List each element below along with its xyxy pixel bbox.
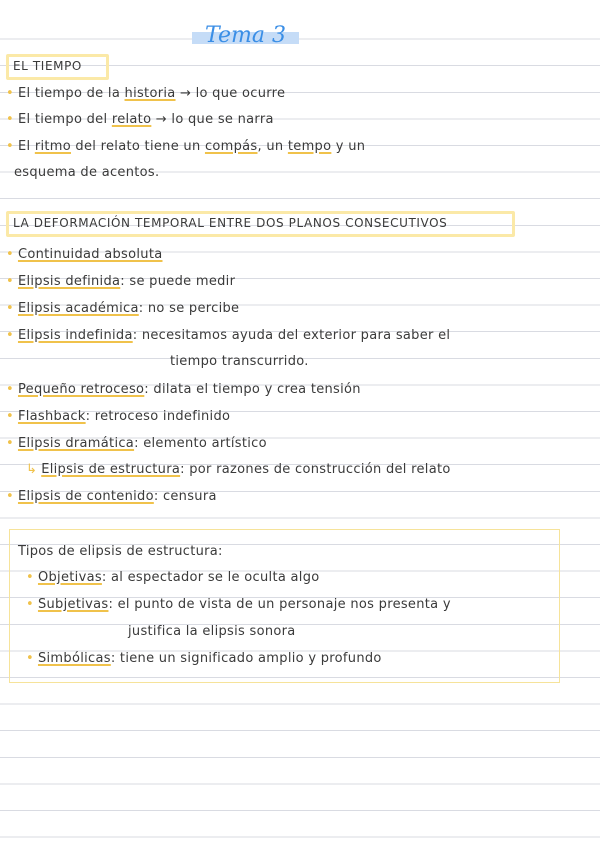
list-item: • Flashback: retroceso indefinido [6,409,231,424]
list-item: • Elipsis definida: se puede medir [6,274,236,289]
arrow-icon: ↳ [26,462,38,477]
bullet-icon: • [6,112,14,127]
section2-heading: LA DEFORMACIÓN TEMPORAL ENTRE DOS PLANOS CONSECUTIVOS [6,211,515,237]
list-item: • El tiempo del relato → lo que se narra [6,112,274,127]
section1-heading: EL TIEMPO [6,54,109,80]
bullet-icon: • [26,597,34,612]
page-title: Tema 3 [205,23,286,48]
bullet-icon: • [6,274,14,289]
list-item: • Elipsis indefinida: necesitamos ayuda del exterior para saber el [6,328,451,343]
list-item: • Elipsis dramática: elemento artístico [6,436,267,451]
list-item: • Elipsis académica: no se percibe [6,301,240,316]
bullet-icon: • [6,86,14,101]
list-item: • Simbólicas: tiene un significado amplio y profundo [26,651,382,666]
list-item: • Elipsis de contenido: censura [6,489,217,504]
list-item: • Pequeño retroceso: dilata el tiempo y crea tensión [6,382,361,397]
section3-heading: Tipos de elipsis de estructura: [18,544,223,559]
bullet-icon: • [6,409,14,424]
bullet-icon: • [6,328,14,343]
bullet-icon: • [6,139,14,154]
list-item: • El tiempo de la historia → lo que ocurre [6,86,286,101]
bullet-icon: • [6,489,14,504]
bullet-icon: • [26,570,34,585]
list-item: • Subjetivas: el punto de vista de un personaje nos presenta y [26,597,451,612]
bullet-icon: • [6,247,14,262]
bullet-icon: • [6,382,14,397]
list-item-continuation: esquema de acentos. [14,165,160,180]
bullet-icon: • [6,301,14,316]
list-item: ↳ Elipsis de estructura: por razones de construcción del relato [26,462,451,477]
list-item-continuation: tiempo transcurrido. [170,354,309,369]
list-item: • Objetivas: al espectador se le oculta algo [26,570,320,585]
list-item: • Continuidad absoluta [6,247,163,262]
list-item: • El ritmo del relato tiene un compás, un tempo y un [6,139,366,154]
bullet-icon: • [26,651,34,666]
list-item-continuation: justifica la elipsis sonora [128,624,296,639]
bullet-icon: • [6,436,14,451]
